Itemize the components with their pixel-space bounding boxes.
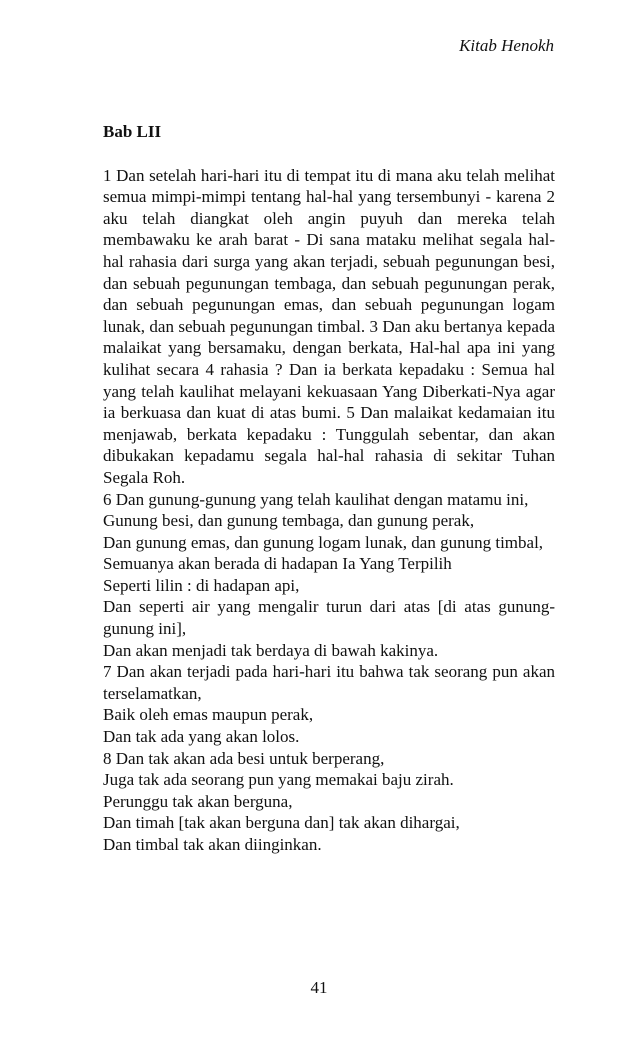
verse-line: Perunggu tak akan berguna,: [103, 791, 293, 811]
verse-line: 8 Dan tak akan ada besi untuk berperang,: [103, 748, 385, 768]
verse-line: Seperti lilin : di hadapan api,: [103, 575, 300, 595]
verse-line: 7 Dan akan terjadi pada hari-hari itu bahwa tak seorang pun akan terselamatkan,: [103, 662, 555, 703]
chapter-title: Bab LII: [103, 122, 162, 141]
verse-line: Dan tak ada yang akan lolos.: [103, 727, 300, 747]
verse-line: Dan timbal tak akan diinginkan.: [103, 835, 322, 854]
verse-line: Dan seperti air yang mengalir turun dari atas [di atas gunung-gunung ini],: [103, 597, 555, 639]
page-content: [103, 121, 555, 856]
verse-line: 6 Dan gunung-gunung yang telah kaulihat dengan matamu ini,: [103, 489, 529, 509]
running-header: Kitab Henokh: [459, 36, 554, 55]
verse-line: Dan akan menjadi tak berdaya di bawah kakinya.: [103, 640, 439, 660]
verse-line: Gunung besi, dan gunung tembaga, dan gunung perak,: [103, 511, 475, 531]
verse-line: Juga tak ada seorang pun yang memakai baju zirah.: [103, 770, 454, 790]
verse-line: Dan timah [tak akan berguna dan] tak akan dihargai,: [103, 813, 460, 833]
verse-line: Dan gunung emas, dan gunung logam lunak, dan gunung timbal,: [103, 532, 544, 552]
verse-line: Baik oleh emas maupun perak,: [103, 705, 314, 725]
page-number: 41: [310, 978, 328, 997]
verse-line: Semuanya akan berada di hadapan Ia Yang Terpilih: [103, 554, 452, 574]
paragraph-verses-1-5: 1 Dan setelah hari-hari itu di tempat itu di mana aku telah melihat semua mimpi-mimpi tentang hal-hal yang tersembunyi - karena 2 aku telah diangkat oleh angin puyuh dan mereka telah membawaku ke arah barat - Di sana mataku melihat segala hal-hal rahasia dari surga yang akan terjadi, sebuah pegunungan besi, dan sebuah pegunungan tembaga, dan sebuah pegunungan perak, dan sebuah pegunungan emas, dan sebuah pegunungan logam lunak, dan sebuah pegunungan timbal. 3 Dan aku bertanya kepada malaikat yang bersamaku, dengan berkata, Hal-hal apa ini yang kulihat secara 4 rahasia ? Dan ia berkata kepadaku : Semua hal yang telah kaulihat melayani kekuasaan Yang Diberkati-Nya agar ia berkuasa dan kuat di atas bumi. 5 Dan malaikat kedamaian itu menjawab, berkata kepadaku : Tunggulah sebentar, dan akan dibukakan kepadamu segala hal-hal rahasia di sekitar Tuhan Segala Roh.: [103, 165, 555, 487]
